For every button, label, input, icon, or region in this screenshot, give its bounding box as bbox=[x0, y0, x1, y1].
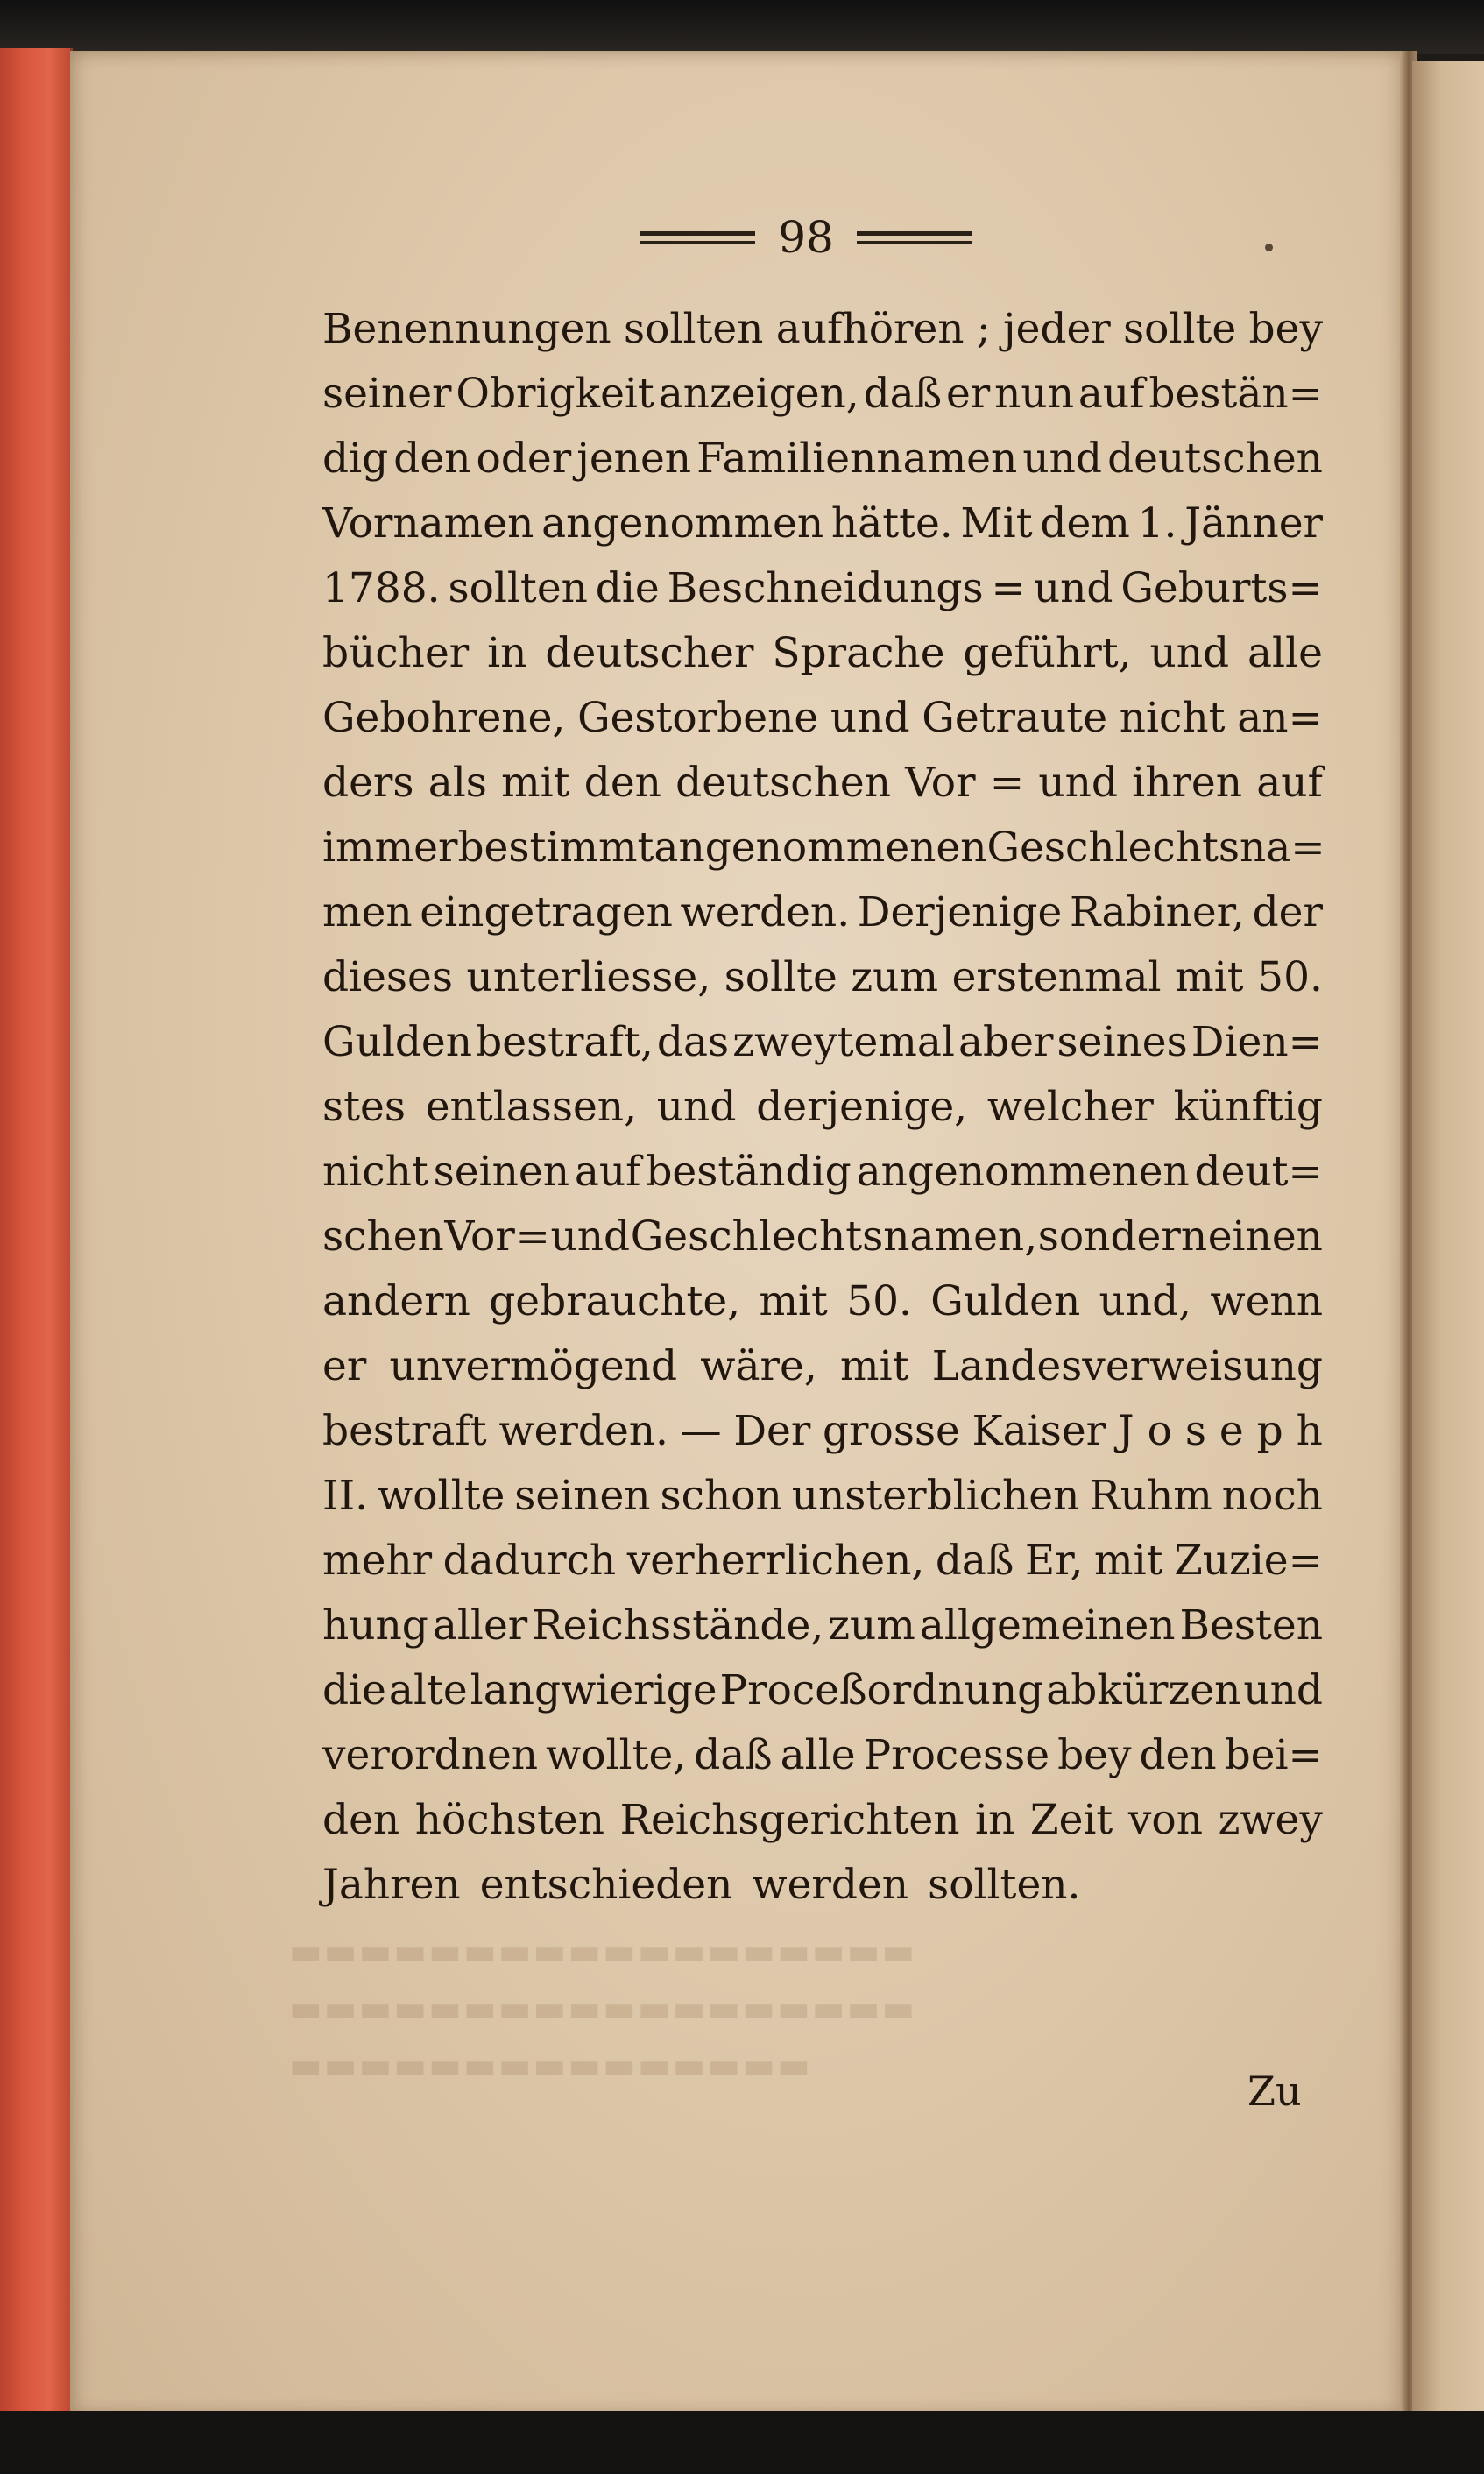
text-word: Benennungen bbox=[322, 304, 611, 353]
text-word: eingetragen bbox=[420, 887, 673, 937]
text-word: entlassen, bbox=[425, 1082, 638, 1131]
text-word: bey bbox=[1248, 304, 1323, 353]
text-word: Vor bbox=[444, 1212, 515, 1261]
text-word: hung bbox=[322, 1601, 428, 1650]
text-word: beständig bbox=[646, 1147, 852, 1196]
text-word: Rabiner, bbox=[1069, 887, 1245, 937]
text-word: bestimmt bbox=[457, 823, 654, 872]
text-word: bestraft bbox=[322, 1406, 487, 1455]
text-word: bestän= bbox=[1148, 369, 1323, 418]
text-word: angenommenen bbox=[654, 823, 987, 872]
text-word: angenommen bbox=[541, 498, 824, 548]
text-word: Zeit bbox=[1029, 1795, 1113, 1844]
text-line bbox=[322, 296, 1323, 361]
text-word: in bbox=[487, 628, 527, 677]
text-word: erstenmal bbox=[951, 952, 1162, 1001]
text-word: Der bbox=[733, 1406, 811, 1455]
text-word: sollten bbox=[624, 304, 764, 353]
text-word: Sprache bbox=[772, 628, 945, 677]
text-word: Obrigkeit bbox=[456, 369, 654, 418]
text-word: und bbox=[1033, 563, 1113, 612]
page-header bbox=[613, 207, 999, 268]
text-line bbox=[322, 361, 1323, 426]
text-word: ; bbox=[976, 304, 991, 353]
text-line bbox=[322, 1139, 1323, 1204]
text-word: Ruhm bbox=[1089, 1471, 1212, 1520]
text-word: werden bbox=[752, 1860, 909, 1909]
text-word: verherrlichen, bbox=[626, 1536, 925, 1585]
text-word: auf bbox=[574, 1147, 641, 1196]
text-word: bücher bbox=[322, 628, 470, 677]
text-word: unterliesse, bbox=[466, 952, 711, 1001]
text-line bbox=[322, 1269, 1323, 1333]
body-text bbox=[322, 296, 1323, 1917]
text-word: = bbox=[991, 563, 1026, 612]
text-word: Getraute bbox=[922, 693, 1108, 742]
text-word: jeder bbox=[1003, 304, 1111, 353]
text-line bbox=[322, 491, 1323, 555]
text-word: werden. bbox=[498, 1406, 668, 1455]
text-word: Proceßordnung bbox=[719, 1665, 1044, 1714]
text-word: den bbox=[322, 1795, 400, 1844]
text-word: anzeigen, bbox=[658, 369, 859, 418]
text-word: Reichsstände, bbox=[532, 1601, 824, 1650]
text-line bbox=[322, 1463, 1323, 1528]
text-word: seines bbox=[1056, 1017, 1188, 1066]
text-line bbox=[322, 880, 1323, 944]
text-word: und bbox=[656, 1082, 737, 1131]
text-word: zum bbox=[828, 1601, 915, 1650]
text-word: mit bbox=[501, 758, 570, 807]
show-through-bleed: ▬▬▬▬▬▬▬▬▬▬▬▬▬▬▬▬▬▬ bbox=[289, 1989, 917, 2029]
show-through-bleed: ▬▬▬▬▬▬▬▬▬▬▬▬▬▬▬ bbox=[289, 2046, 812, 2086]
text-word: welcher bbox=[986, 1082, 1154, 1131]
text-word: 1. bbox=[1137, 498, 1177, 548]
text-word: dem bbox=[1040, 498, 1130, 548]
red-page-edge bbox=[0, 48, 73, 2414]
text-line bbox=[322, 1528, 1323, 1593]
text-word: und, bbox=[1099, 1276, 1192, 1325]
text-word: II. bbox=[322, 1471, 369, 1520]
text-word: dig bbox=[322, 434, 389, 483]
text-word: wollte, bbox=[546, 1730, 687, 1779]
text-line bbox=[322, 1204, 1323, 1269]
text-line bbox=[322, 555, 1323, 620]
text-word: alle bbox=[1247, 628, 1323, 677]
text-word: mit bbox=[759, 1276, 828, 1325]
text-word: stes bbox=[322, 1082, 406, 1131]
text-word: schen bbox=[322, 1212, 444, 1261]
text-word: werden. bbox=[680, 887, 851, 937]
text-word: unvermögend bbox=[389, 1341, 678, 1390]
text-word: Mit bbox=[960, 498, 1033, 548]
text-word: deut= bbox=[1194, 1147, 1323, 1196]
text-word: dadurch bbox=[442, 1536, 617, 1585]
text-word: bey bbox=[1057, 1730, 1132, 1779]
header-rule-left bbox=[640, 231, 755, 244]
text-word: dieses bbox=[322, 952, 453, 1001]
text-line bbox=[322, 750, 1323, 815]
text-word: immer bbox=[322, 823, 458, 872]
text-word: deutschen bbox=[675, 758, 891, 807]
facing-page-edge bbox=[1412, 61, 1484, 2418]
text-line bbox=[322, 1593, 1323, 1658]
text-word: zwey bbox=[1218, 1795, 1323, 1844]
text-word: aufhören bbox=[775, 304, 965, 353]
text-word: Gestorbene bbox=[577, 693, 819, 742]
text-word: Geschlechtsnamen, bbox=[630, 1212, 1038, 1261]
text-word: Jahren bbox=[322, 1860, 461, 1909]
text-word: Vornamen bbox=[322, 498, 534, 548]
text-word: wenn bbox=[1210, 1276, 1323, 1325]
text-word: Geschlechtsna= bbox=[986, 823, 1325, 872]
text-word: die bbox=[595, 563, 660, 612]
text-word: Reichsgerichten bbox=[619, 1795, 960, 1844]
text-word: = bbox=[515, 1212, 550, 1261]
text-word: daß bbox=[935, 1536, 1014, 1585]
text-word: künftig bbox=[1173, 1082, 1323, 1131]
text-word: hätte. bbox=[830, 498, 953, 548]
text-word: ihren bbox=[1132, 758, 1243, 807]
text-word: deutschen bbox=[1107, 434, 1323, 483]
text-line bbox=[322, 620, 1323, 685]
text-word: alle bbox=[780, 1730, 856, 1779]
text-word: der bbox=[1252, 887, 1323, 937]
text-word: den bbox=[583, 758, 661, 807]
text-word: ders bbox=[322, 758, 414, 807]
text-word: aller bbox=[432, 1601, 528, 1650]
text-line bbox=[322, 1658, 1323, 1722]
text-word: Familiennamen bbox=[696, 434, 1018, 483]
text-word: an= bbox=[1237, 693, 1323, 742]
text-word: bestraft, bbox=[476, 1017, 654, 1066]
text-word: Kaiser bbox=[972, 1406, 1106, 1455]
catchword: Zu bbox=[1247, 2068, 1302, 2115]
header-rule-right bbox=[857, 231, 972, 244]
text-line bbox=[322, 685, 1323, 750]
text-word: sondern bbox=[1037, 1212, 1208, 1261]
text-word: sollte bbox=[1123, 304, 1237, 353]
text-word: das bbox=[656, 1017, 730, 1066]
text-word: Beschneidungs bbox=[667, 563, 984, 612]
text-word: grosse bbox=[822, 1406, 960, 1455]
text-word: Gulden bbox=[930, 1276, 1081, 1325]
page-number: 98 bbox=[778, 212, 834, 263]
text-word: einen bbox=[1207, 1212, 1323, 1261]
text-word: nicht bbox=[1119, 693, 1226, 742]
text-word: er bbox=[945, 369, 991, 418]
text-line bbox=[322, 1074, 1323, 1139]
text-word: von bbox=[1127, 1795, 1203, 1844]
text-line bbox=[322, 1787, 1323, 1852]
text-word: wäre, bbox=[700, 1341, 817, 1390]
text-word: Derjenige bbox=[857, 887, 1063, 937]
text-word: mit bbox=[840, 1341, 909, 1390]
text-word: bei= bbox=[1224, 1730, 1323, 1779]
text-word: wollte bbox=[378, 1471, 505, 1520]
text-word: noch bbox=[1221, 1471, 1323, 1520]
text-word: nicht bbox=[322, 1147, 428, 1196]
text-word: Geburts= bbox=[1120, 563, 1323, 612]
text-word: 50. bbox=[846, 1276, 912, 1325]
bottom-shadow bbox=[0, 2411, 1484, 2474]
text-word: und bbox=[1038, 758, 1118, 807]
text-word: daß bbox=[863, 369, 943, 418]
text-line bbox=[322, 426, 1323, 491]
text-word: sollten bbox=[448, 563, 588, 612]
text-word: Processe bbox=[863, 1730, 1050, 1779]
text-word: Gebohrene, bbox=[322, 693, 566, 742]
text-word: unsterblichen bbox=[791, 1471, 1080, 1520]
text-word: und bbox=[550, 1212, 631, 1261]
text-word: aber bbox=[958, 1017, 1054, 1066]
text-word: Dien= bbox=[1191, 1017, 1323, 1066]
text-word: — bbox=[680, 1406, 722, 1455]
text-word: mehr bbox=[322, 1536, 433, 1585]
text-word: men bbox=[322, 887, 413, 937]
text-word: nun bbox=[994, 369, 1074, 418]
text-word: seinen bbox=[433, 1147, 569, 1196]
text-word: jenen bbox=[576, 434, 692, 483]
text-word: mit bbox=[1094, 1536, 1163, 1585]
text-word: andern bbox=[322, 1276, 470, 1325]
text-word: 50. bbox=[1257, 952, 1323, 1001]
text-word: mit bbox=[1175, 952, 1244, 1001]
text-word: zum bbox=[851, 952, 939, 1001]
top-shadow bbox=[0, 0, 1484, 54]
text-word: auf bbox=[1078, 369, 1145, 418]
text-line bbox=[322, 1852, 1323, 1917]
text-word: angenommenen bbox=[856, 1147, 1190, 1196]
text-word: Vor bbox=[905, 758, 976, 807]
text-word: Gulden bbox=[322, 1017, 473, 1066]
text-word: Zuzie= bbox=[1174, 1536, 1323, 1585]
text-word: J o s e p h bbox=[1117, 1406, 1323, 1455]
text-line bbox=[322, 815, 1323, 880]
text-word: schon bbox=[660, 1471, 782, 1520]
text-word: und bbox=[1243, 1665, 1323, 1714]
text-word: in bbox=[975, 1795, 1015, 1844]
text-word: alte bbox=[388, 1665, 468, 1714]
text-word: den bbox=[393, 434, 471, 483]
text-line bbox=[322, 1398, 1323, 1463]
ink-speck bbox=[1265, 244, 1273, 251]
text-word: Besten bbox=[1179, 1601, 1323, 1650]
text-word: oder bbox=[476, 434, 572, 483]
text-word: seinen bbox=[514, 1471, 651, 1520]
text-word: er bbox=[322, 1341, 367, 1390]
text-word: Jänner bbox=[1184, 498, 1323, 548]
text-word: auf bbox=[1256, 758, 1323, 807]
text-line bbox=[322, 1722, 1323, 1787]
text-word: als bbox=[428, 758, 487, 807]
text-word: allgemeinen bbox=[919, 1601, 1176, 1650]
text-line bbox=[322, 944, 1323, 1009]
text-word: 1788. bbox=[322, 563, 441, 612]
text-word: seiner bbox=[322, 369, 452, 418]
text-word: und bbox=[830, 693, 910, 742]
text-word: langwierige bbox=[470, 1665, 717, 1714]
text-word: = bbox=[989, 758, 1025, 807]
text-word: gebrauchte, bbox=[489, 1276, 741, 1325]
text-word: verordnen bbox=[322, 1730, 539, 1779]
text-word: höchsten bbox=[414, 1795, 604, 1844]
text-word: und bbox=[1149, 628, 1230, 677]
text-word: entschieden bbox=[479, 1860, 733, 1909]
text-word: zweytemal bbox=[732, 1017, 955, 1066]
text-word: die bbox=[322, 1665, 386, 1714]
text-word: geführt, bbox=[963, 628, 1132, 677]
text-word: sollte bbox=[724, 952, 837, 1001]
text-line bbox=[322, 1333, 1323, 1398]
text-word: Er, bbox=[1024, 1536, 1084, 1585]
show-through-bleed: ▬▬▬▬▬▬▬▬▬▬▬▬▬▬▬▬▬▬ bbox=[289, 1932, 917, 1972]
text-word: Landesverweisung bbox=[931, 1341, 1323, 1390]
text-line bbox=[322, 1009, 1323, 1074]
text-word: den bbox=[1139, 1730, 1217, 1779]
text-word: sollten. bbox=[928, 1860, 1081, 1909]
text-word: deutscher bbox=[545, 628, 754, 677]
text-word: und bbox=[1022, 434, 1102, 483]
text-word: daß bbox=[694, 1730, 773, 1779]
text-word: derjenige, bbox=[756, 1082, 968, 1131]
text-word: abkürzen bbox=[1046, 1665, 1241, 1714]
